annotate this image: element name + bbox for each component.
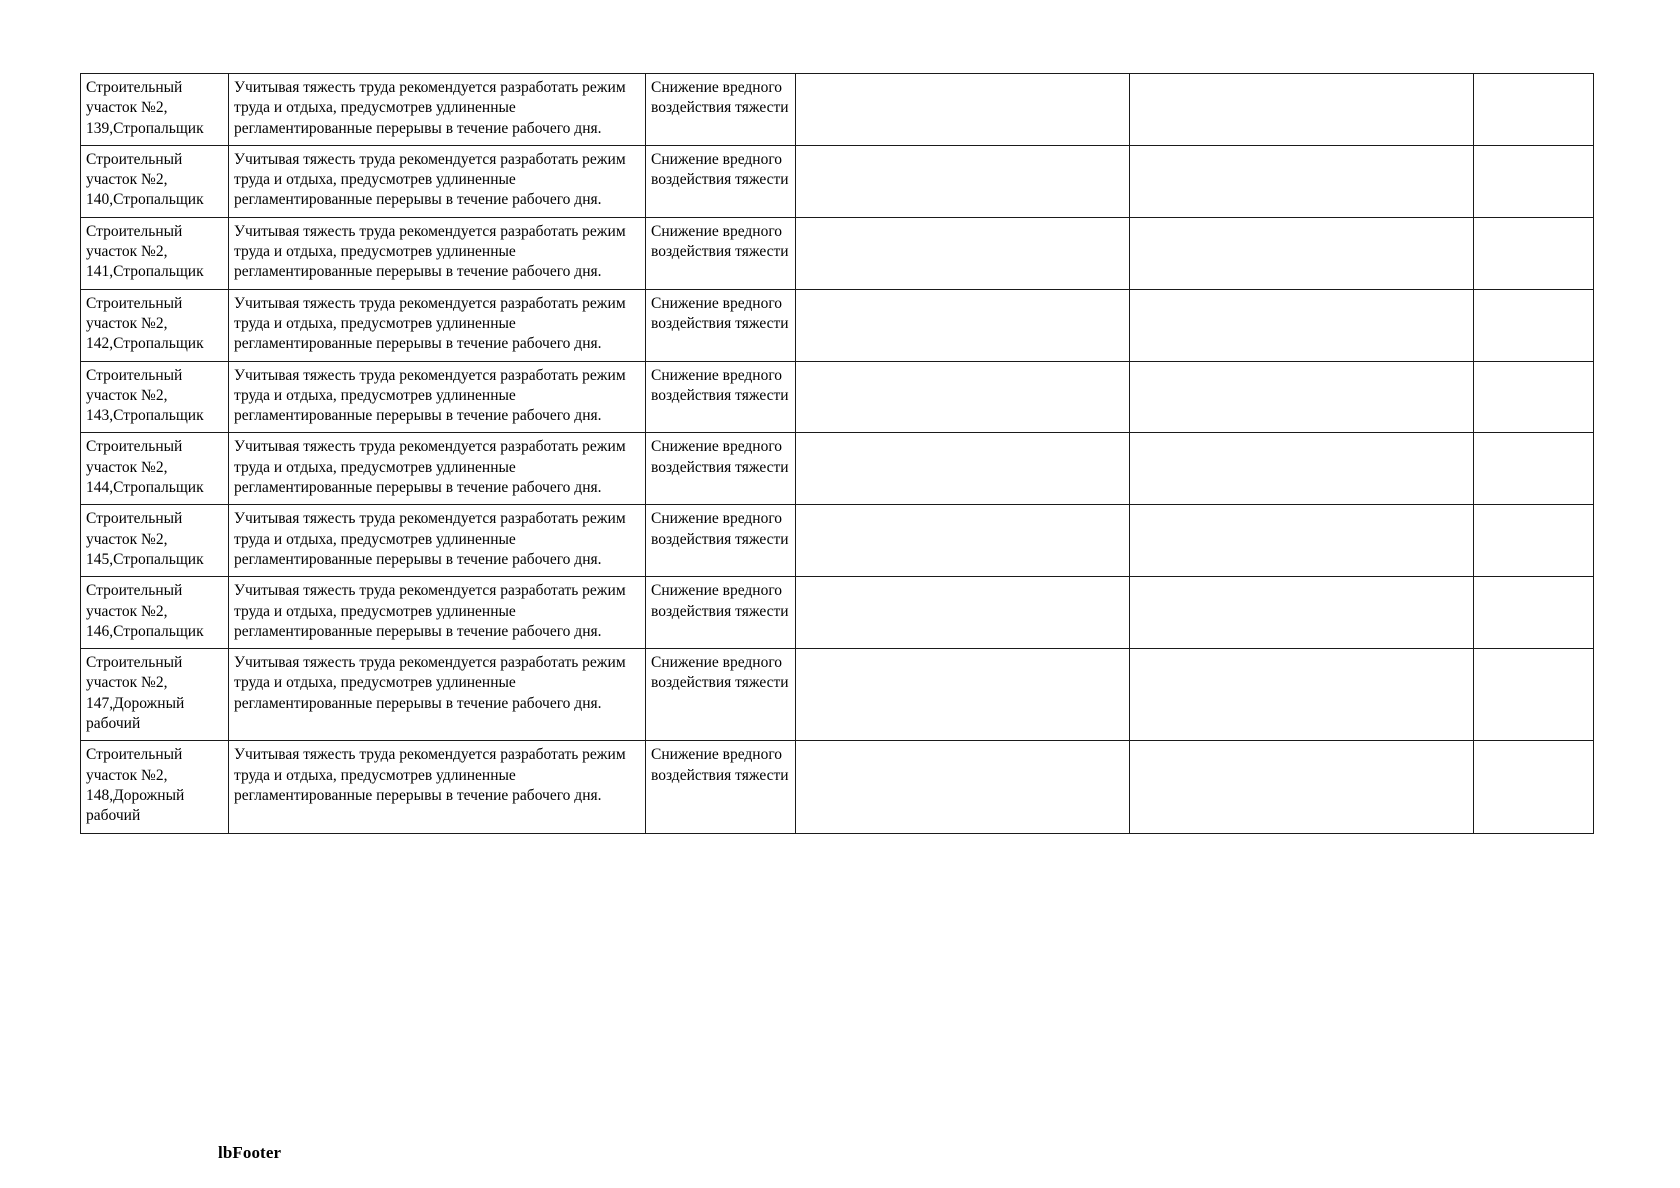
cell-blank-3: [1474, 741, 1594, 833]
cell-location: Строительный участок №2, 148,Дорожный рабочий: [81, 741, 229, 833]
cell-blank-1: [796, 217, 1130, 289]
cell-recommendation: Учитывая тяжесть труда рекомендуется разработать режим труда и отдыха, предусмотрев удлиненные регламентированные перерывы в течение рабочего дня.: [229, 741, 646, 833]
cell-effect: Снижение вредного воздействия тяжести: [646, 361, 796, 433]
cell-effect: Снижение вредного воздействия тяжести: [646, 433, 796, 505]
cell-recommendation: Учитывая тяжесть труда рекомендуется разработать режим труда и отдыха, предусмотрев удлиненные регламентированные перерывы в течение рабочего дня.: [229, 433, 646, 505]
table-row: [81, 361, 1594, 433]
cell-blank-3: [1474, 649, 1594, 741]
cell-blank-2: [1130, 577, 1474, 649]
cell-recommendation: Учитывая тяжесть труда рекомендуется разработать режим труда и отдыха, предусмотрев удлиненные регламентированные перерывы в течение рабочего дня.: [229, 505, 646, 577]
cell-effect: Снижение вредного воздействия тяжести: [646, 577, 796, 649]
table-row: [81, 649, 1594, 741]
cell-blank-2: [1130, 289, 1474, 361]
cell-blank-2: [1130, 649, 1474, 741]
cell-effect: Снижение вредного воздействия тяжести: [646, 505, 796, 577]
table-row: [81, 741, 1594, 833]
cell-blank-2: [1130, 361, 1474, 433]
cell-blank-3: [1474, 361, 1594, 433]
cell-blank-3: [1474, 289, 1594, 361]
cell-blank-1: [796, 505, 1130, 577]
cell-blank-1: [796, 433, 1130, 505]
cell-blank-3: [1474, 577, 1594, 649]
cell-blank-2: [1130, 505, 1474, 577]
table-row: [81, 217, 1594, 289]
cell-blank-3: [1474, 505, 1594, 577]
cell-location: Строительный участок №2, 142,Стропальщик: [81, 289, 229, 361]
cell-recommendation: Учитывая тяжесть труда рекомендуется разработать режим труда и отдыха, предусмотрев удлиненные регламентированные перерывы в течение рабочего дня.: [229, 145, 646, 217]
cell-location: Строительный участок №2, 147,Дорожный рабочий: [81, 649, 229, 741]
table-row: [81, 289, 1594, 361]
cell-location: Строительный участок №2, 146,Стропальщик: [81, 577, 229, 649]
cell-recommendation: Учитывая тяжесть труда рекомендуется разработать режим труда и отдыха, предусмотрев удлиненные регламентированные перерывы в течение рабочего дня.: [229, 577, 646, 649]
cell-effect: Снижение вредного воздействия тяжести: [646, 289, 796, 361]
cell-recommendation: Учитывая тяжесть труда рекомендуется разработать режим труда и отдыха, предусмотрев удлиненные регламентированные перерывы в течение рабочего дня.: [229, 649, 646, 741]
cell-effect: Снижение вредного воздействия тяжести: [646, 145, 796, 217]
cell-effect: Снижение вредного воздействия тяжести: [646, 741, 796, 833]
cell-blank-1: [796, 361, 1130, 433]
cell-recommendation: Учитывая тяжесть труда рекомендуется разработать режим труда и отдыха, предусмотрев удлиненные регламентированные перерывы в течение рабочего дня.: [229, 217, 646, 289]
cell-blank-2: [1130, 217, 1474, 289]
cell-blank-2: [1130, 433, 1474, 505]
cell-location: Строительный участок №2, 139,Стропальщик: [81, 74, 229, 146]
cell-blank-3: [1474, 433, 1594, 505]
cell-blank-2: [1130, 74, 1474, 146]
cell-blank-1: [796, 741, 1130, 833]
cell-recommendation: Учитывая тяжесть труда рекомендуется разработать режим труда и отдыха, предусмотрев удлиненные регламентированные перерывы в течение рабочего дня.: [229, 361, 646, 433]
cell-recommendation: Учитывая тяжесть труда рекомендуется разработать режим труда и отдыха, предусмотрев удлиненные регламентированные перерывы в течение рабочего дня.: [229, 74, 646, 146]
table-row: [81, 145, 1594, 217]
cell-recommendation: Учитывая тяжесть труда рекомендуется разработать режим труда и отдыха, предусмотрев удлиненные регламентированные перерывы в течение рабочего дня.: [229, 289, 646, 361]
cell-blank-1: [796, 649, 1130, 741]
cell-blank-2: [1130, 741, 1474, 833]
cell-blank-3: [1474, 74, 1594, 146]
cell-location: Строительный участок №2, 145,Стропальщик: [81, 505, 229, 577]
cell-location: Строительный участок №2, 140,Стропальщик: [81, 145, 229, 217]
cell-effect: Снижение вредного воздействия тяжести: [646, 217, 796, 289]
cell-blank-2: [1130, 145, 1474, 217]
cell-effect: Снижение вредного воздействия тяжести: [646, 649, 796, 741]
cell-blank-3: [1474, 217, 1594, 289]
cell-blank-1: [796, 74, 1130, 146]
cell-blank-1: [796, 289, 1130, 361]
cell-location: Строительный участок №2, 143,Стропальщик: [81, 361, 229, 433]
cell-location: Строительный участок №2, 144,Стропальщик: [81, 433, 229, 505]
table-row: [81, 433, 1594, 505]
recommendations-table: [80, 73, 1594, 834]
cell-blank-1: [796, 145, 1130, 217]
cell-effect: Снижение вредного воздействия тяжести: [646, 74, 796, 146]
cell-blank-1: [796, 577, 1130, 649]
table-row: [81, 74, 1594, 146]
table-row: [81, 577, 1594, 649]
table-row: [81, 505, 1594, 577]
footer-label: lbFooter: [218, 1143, 282, 1162]
cell-location: Строительный участок №2, 141,Стропальщик: [81, 217, 229, 289]
table-body: [81, 74, 1594, 834]
cell-blank-3: [1474, 145, 1594, 217]
